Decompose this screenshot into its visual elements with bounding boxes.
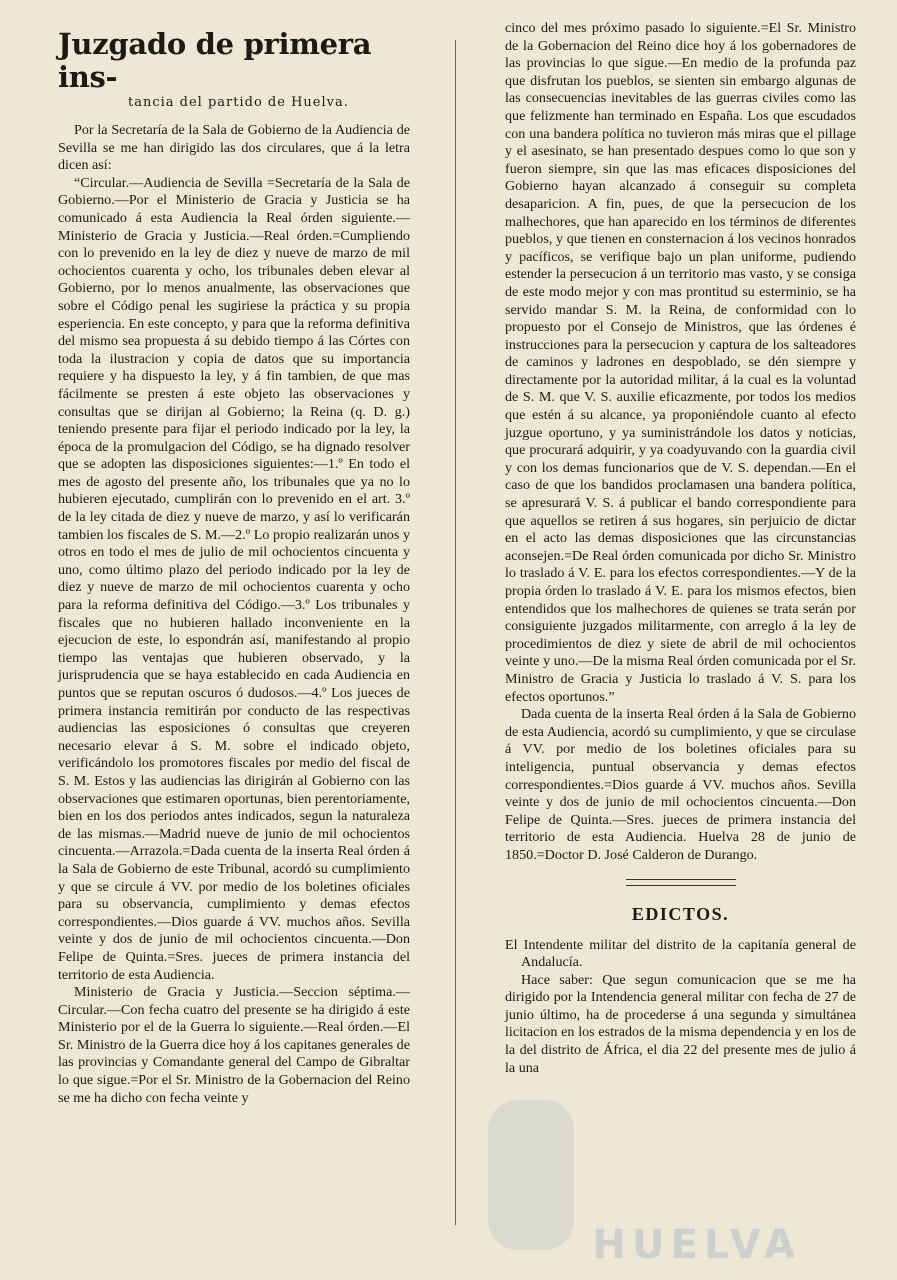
- page-subtitle: tancia del partido de Huelva.: [128, 95, 349, 110]
- circular-paragraph: “Circular.—Audiencia de Sevilla =Secretaría de la Sala de Gobierno.—Por el Ministerio de Gracia y Justicia se ha comunicado á esta Audiencia la Real órden siguiente.—Ministerio de Gracia y Justicia.—Real órden.=Cumpliendo con lo prevenido en la ley de diez y nueve de marzo de mil ochocientos cuarenta y ocho, los tribunales deben elevar al Gobierno, por lo menos anualmente, las observaciones que sobre el Código penal les sugiriese la práctica y su propia esperiencia. En este concepto, y para que la reforma definitiva del mismo sea propuesta á su debido tiempo á las Córtes con toda la ilustracion y copia de datos que su importancia requiere y ha dispuesto la ley, y á fin tambien, de que mas fácilmente se presten á este objeto las observaciones y consultas que se dirijan al Gobierno; la Reina (q. D. g.) teniendo presente para fijar el periodo indicado por la ley, la época de la promulgacion del Código, se ha dignado resolver que se adopten las disposiciones siguientes:—1.º En todo el mes de agosto del presente año, los tribunales que ya no lo hubieren ejecutado, cumplirán con lo prevenido en el art. 3.º de la ley citada de diez y nueve de marzo, y así lo verificarán tambien los fiscales de S. M.—2.º Lo propio realizarán unos y otros en todo el mes de julio de mil ochocientos cincuenta y uno, como último plazo del periodo indicado por la ley de diez y nueve de marzo de mil ochocientos cuarenta y ocho para la reforma definitiva del Código.—3.º Los tribunales y fiscales que no hubieren hallado inconveniente en la ejecucion de este, lo espondrán así, manifestando al propio tiempo las ventajas que hubieren observado, y la jurisprudencia que se haya establecido en cada Audiencia en puntos que se reputan oscuros ó dudosos.—4.º Los jueces de primera instancia remitirán por conducto de las respectivas audiencias las esposiciones ó consultas que creyeren necesario elevar á S. M. sobre el indicado objeto, verificándolo los promotores fiscales por medio del fiscal de S. M. Estos y las audiencias las dirigirán al Gobierno con las observaciones que estimaren oportunas, bien perentoriamente, bien en los dos periodos antes indicados, segun la naturaleza de las mismas.—Madrid nueve de junio de mil ochocientos cincuenta.—Arrazola.=Dada cuenta de la inserta Real órden á la Sala de Gobierno de este Tribunal, acordó su cumplimiento y que se circule á VV. por medio de los boletines oficiales para su observancia, cumplimiento y demas efectos correspondientes.—Dios guarde á VV. muchos años. Sevilla veinte y dos de junio de mil ochocientos cincuenta.—Don Felipe de Quinta.=Sres. jueces de primera instancia del territorio de esta Audiencia.: [58, 174, 410, 983]
- watermark-text: HUELVA: [592, 1222, 801, 1268]
- watermark-emblem: [488, 1100, 574, 1250]
- intro-paragraph: Por la Secretaría de la Sala de Gobierno de la Audiencia de Sevilla se me han dirigido las dos circulares, que á la letra dicen así:: [58, 122, 410, 174]
- page-title: Juzgado de primera ins-: [58, 27, 372, 94]
- right-column: [505, 20, 856, 1077]
- continued-paragraph: cinco del mes próximo pasado lo siguiente.=El Sr. Ministro de la Gobernacion del Reino dice hoy á los gobernadores de las provincias lo que sigue.—En medio de la profunda paz que disfrutan los pueblos, se sienten sin embargo algunas de las consecuencias inevitables de las guerras civiles como las que felizmente han terminado en España. Los que escudados con una bandera política no tuvieron más miras que el pillage y el asesinato, se han presentado despues como lo que son y fueron siempre, sin que las mas eficaces disposiciones del Gobierno hayan alcanzado á conseguir su completa desaparicion. A fin, pues, de que la persecucion de los malhechores, que han aparecido en los términos de diferentes pueblos, y que tienen en consternacion á los vecinos honrados y pacíficos, se verifique bajo un plan uniforme, pudiendo estender la persecucion á un territorio mas vasto, y se consiga de este modo mejor y con mas prontitud su esterminio, se ha servido mandar S. M. la Reina, de conformidad con lo propuesto por el Consejo de Ministros, que las órdenes é instrucciones para la persecucion y captura de los salteadores de caminos y ladrones en despoblado, se dén siempre y directamente por la autoridad militar, á la cual es la voluntad de S. M. que V. S. auxilie eficazmente, por todos los medios que estén á su alcance, ya proponiéndole cuanto al efecto juzgue oportuno, y ya suministrándole los datos y noticias, que procurará adquirir, y ya coadyuvando con la guardia civil y con los demas funcionarios que de V. S. dependan.—En el caso de que los bandidos proclamasen una bandera política, se apresurará V. S. á publicar el bando correspondiente para que aquellos se retiren á sus hogares, sin perjuicio de dictar en el acto las demas disposiciones que las circunstancias aconsejen.=De Real órden comunicada por dicho Sr. Ministro lo traslado á V. E. para los efectos correspondientes.—Y de la propia órden lo traslado á V. E. para los mismos efectos, bien entendidos que los malhechores de quienes se trata serán por consiguiente juzgados militarmente, con arreglo á la ley de procedimientos de diez y siete de abril de mil ochocientos veinte y uno.—De la misma Real órden comunicada por el Sr. Ministro de Gracia y Justicia lo traslado á V. S. para los efectos oportunos.”: [505, 20, 856, 705]
- edicts-heading: EDICTOS.: [631, 903, 730, 924]
- closing-paragraph: Dada cuenta de la inserta Real órden á la Sala de Gobierno de esta Audiencia, acordó su cumplimiento, y que se circulase á VV. por medio de los boletines oficiales para su inteligencia, puntual observancia y demas efectos correspondientes.=Dios guarde á VV. muchos años. Sevilla veinte y dos de junio de mil ochocientos cincuenta.—Don Felipe de Quinta.—Sres. jueces de primera instancia del territorio de esta Audiencia. Huelva 28 de junio de 1850.=Doctor D. José Calderon de Durango.: [505, 706, 856, 863]
- edict-body: Hace saber: Que segun comunicacion que se me ha dirigido por la Intendencia general militar con fecha de 27 de junio último, ha de procederse á una segunda y simultánea licitacion en los estrados de la misma dependencia y en los de la del distrito de África, el dia 22 del presente mes de julio á la una: [505, 971, 856, 1076]
- left-column: [58, 28, 410, 1107]
- column-divider: [455, 40, 456, 1225]
- edict-header: El Intendente militar del distrito de la capitanía general de Andalucía.: [505, 936, 856, 971]
- section-divider: [626, 879, 736, 886]
- ministry-paragraph: Ministerio de Gracia y Justicia.—Seccion séptima.—Circular.—Con fecha cuatro del presente se ha dirigido á este Ministerio por el de la Guerra lo siguiente.—Real órden.—El Sr. Ministro de la Guerra dice hoy á los capitanes generales de las provincias y Comandante general del Campo de Gibraltar lo que sigue.=Por el Sr. Ministro de la Gobernacion del Reino se me ha dicho con fecha veinte y: [58, 984, 410, 1106]
